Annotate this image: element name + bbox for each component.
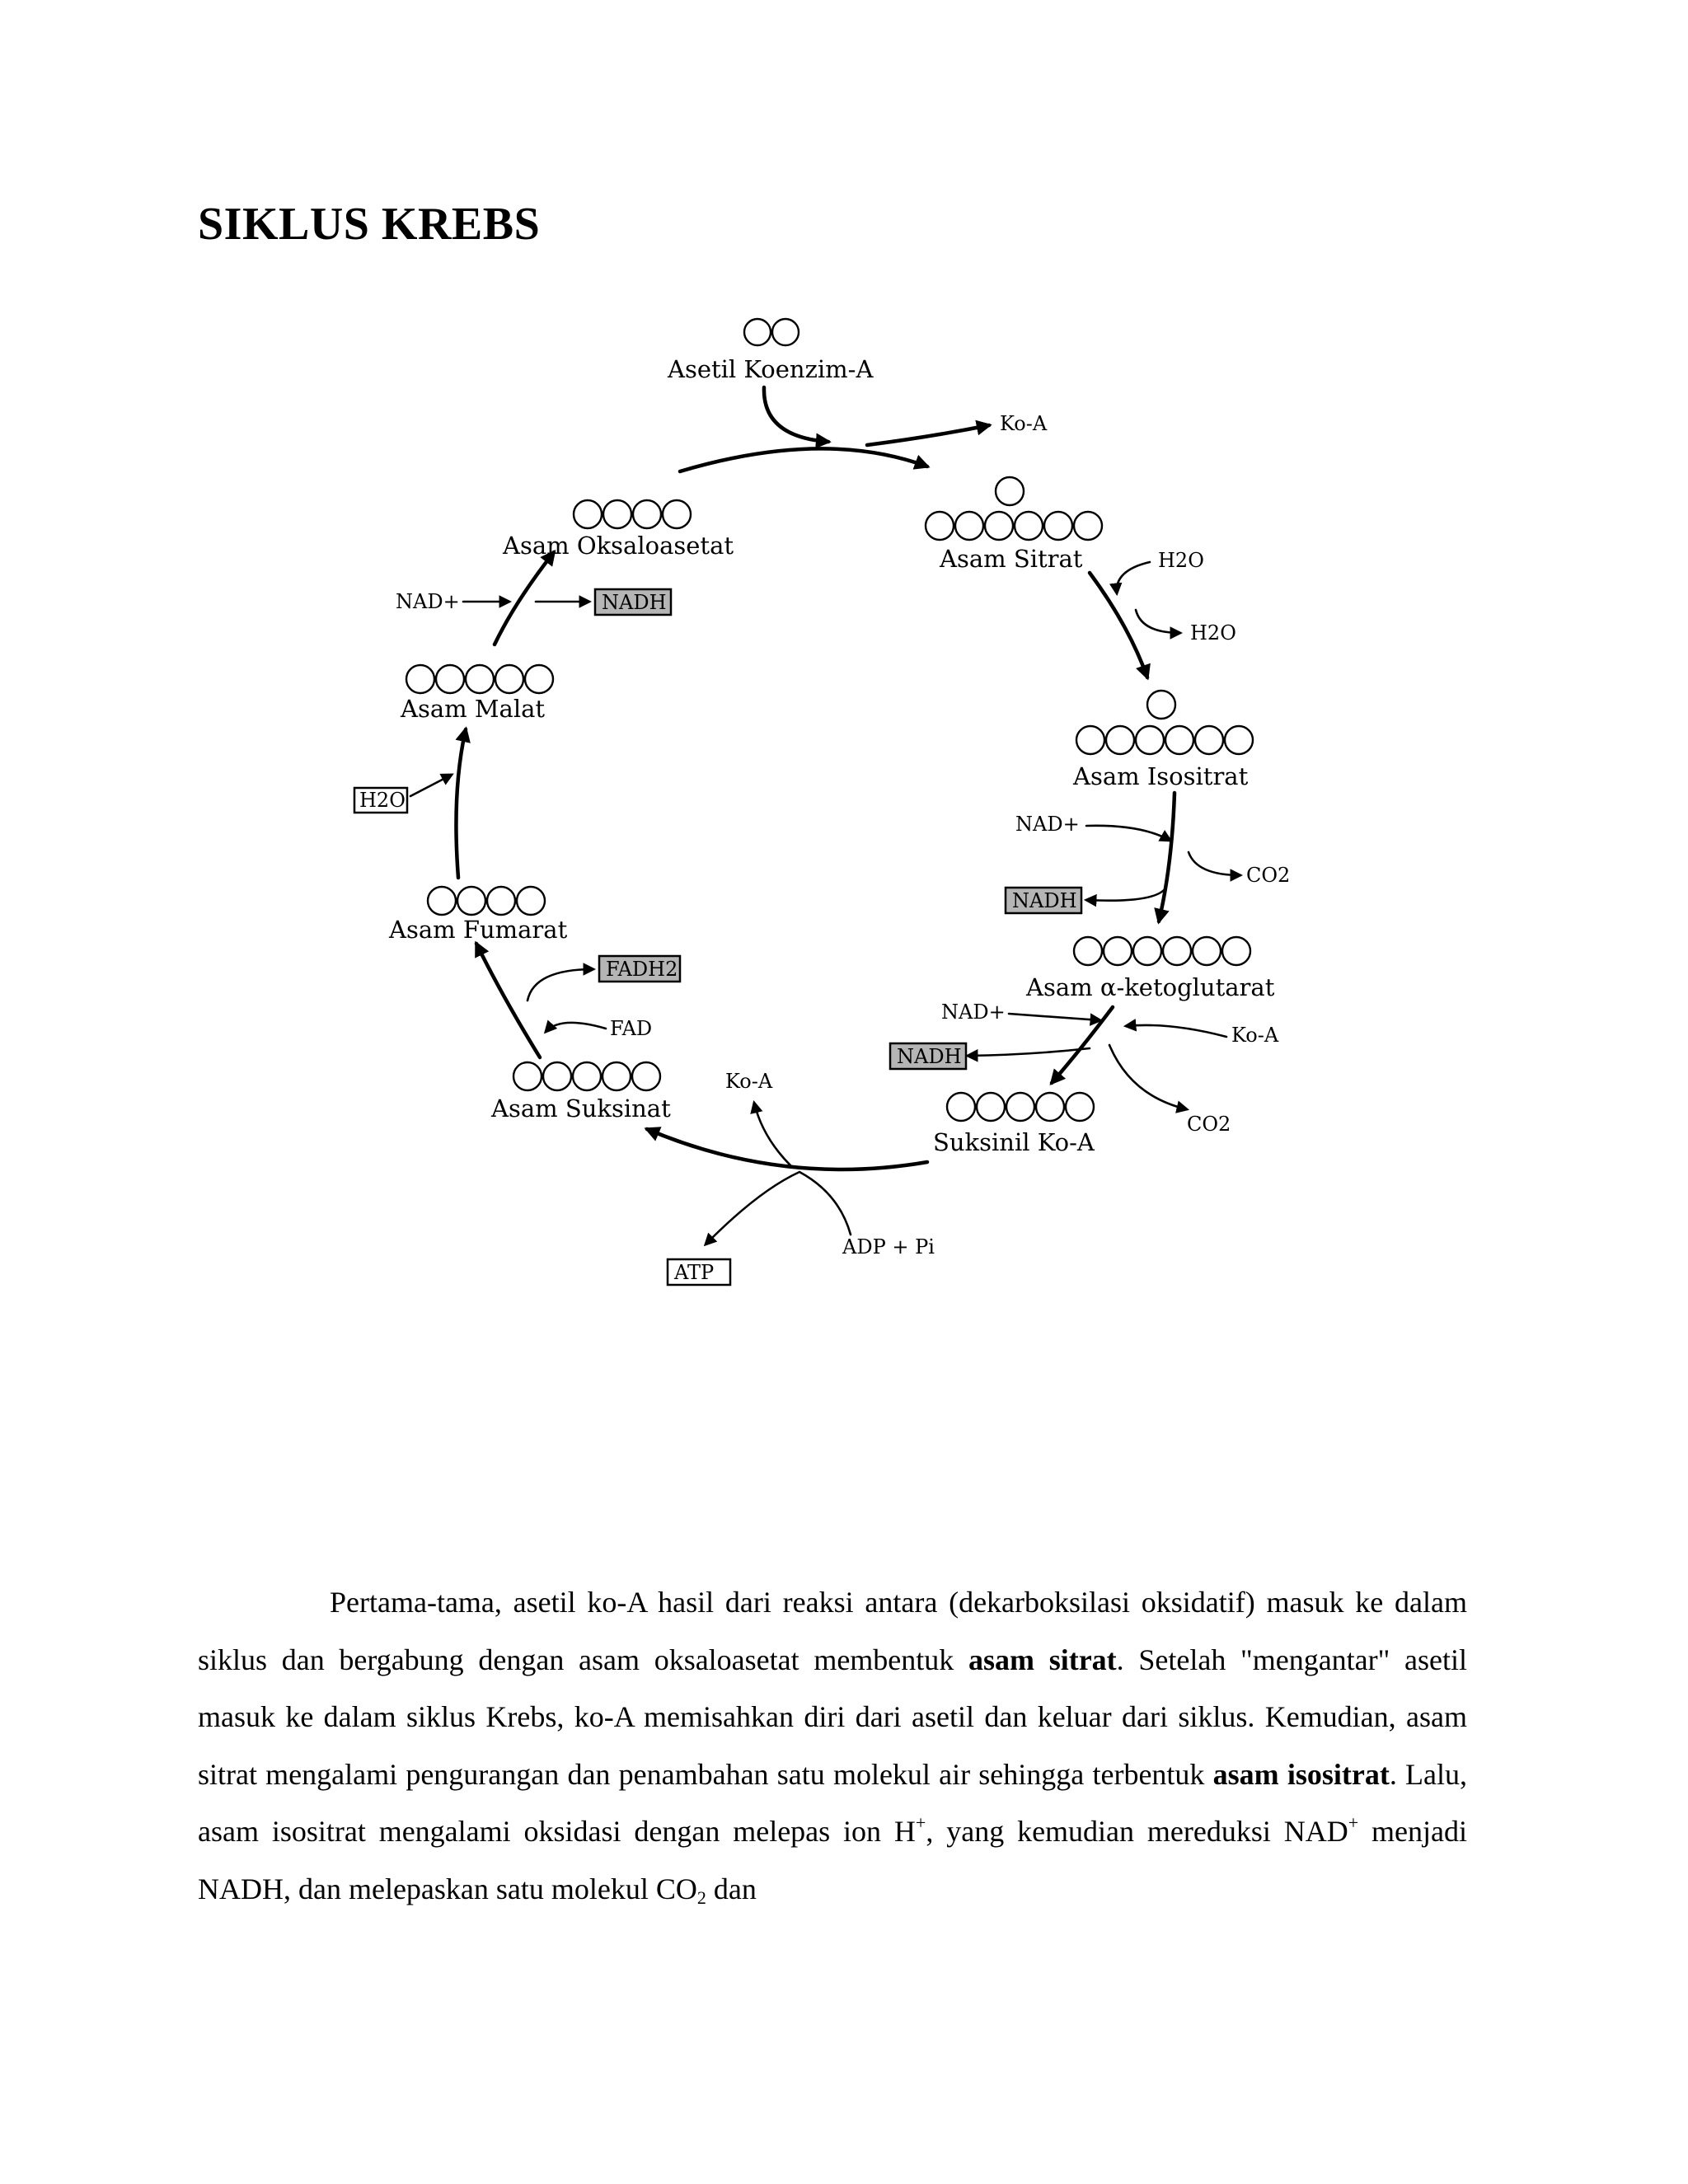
label-asam-malat: Asam Malat [401,695,546,723]
arrow-nad-keto [1009,1014,1100,1020]
arrow-koa-bottom [754,1103,791,1166]
arrow-fad-in [546,1023,606,1032]
ketoglutarat-molecule [1074,937,1250,965]
suksinat-molecule [513,1062,660,1090]
arrow-koa-keto [1126,1025,1226,1037]
label-h2o-out: H2O [1190,621,1236,644]
arrow-fumarat-to-malat [456,729,466,878]
arrow-fadh2-out [528,969,593,1001]
label-koa-keto: Ko-A [1231,1024,1279,1047]
arrow-h2o-fumarat [410,775,452,796]
bold-asam-isositrat: asam isositrat [1212,1757,1390,1791]
label-nad-malat: NAD+ [396,590,460,613]
label-asam-ketoglutarat: Asam α-ketoglutarat [1026,973,1275,1001]
label-asam-fumarat: Asam Fumarat [389,916,568,944]
label-nadh-keto: NADH [897,1045,962,1068]
label-nad-iso: NAD+ [1015,813,1080,836]
label-h2o-fumarat: H2O [359,789,406,812]
arrow-asetil-in [764,387,828,442]
arrow-oksaloasetat-to-sitrat [680,448,927,471]
arrow-isositrat-to-ketoglutarat [1159,793,1175,921]
isositrat-molecule [1076,691,1253,754]
fumarat-molecule [428,887,545,915]
body-paragraph [198,1574,1467,1918]
oksaloasetat-molecule [574,500,691,528]
page-title: SIKLUS KREBS [198,199,541,250]
label-nadh-malat: NADH [602,591,667,614]
label-suksinil-koa: Suksinil Ko-A [933,1128,1095,1156]
arrow-adp-to-atp [706,1172,851,1244]
arrow-h2o-out [1136,610,1180,633]
arrow-sitrat-to-isositrat [1090,573,1147,677]
asetil-koa-molecule [744,319,799,345]
paragraph-text: Pertama-tama, asetil ko-A hasil dari reaksi antara (dekarboksilasi oksidatif) masuk ke dalam siklus dan bergabung dengan asam oksaloasetat membentuk asam sitrat. Setelah "mengantar" asetil masuk ke dalam siklus Krebs, ko-A memisahkan diri dari asetil dan keluar dari siklus. Kemudian, asam sitrat mengalami pengurangan dan penambahan satu molekul air sehingga terbentuk asam isositrat. Lalu, asam isositrat mengalami oksidasi dengan melepas ion H+, yang kemudian mereduksi NAD+ menjadi NADH, dan melepaskan satu molekul $CO_2$ dan [198,1586,1468,1908]
arrow-malat-to-oksaloasetat [495,552,554,644]
label-asam-sitrat: Asam Sitrat [940,545,1083,573]
malat-molecule [406,665,553,693]
arrow-h2o-in [1117,562,1150,593]
label-asam-oksaloasetat: Asam Oksaloasetat [503,532,734,560]
arrow-co2-iso [1189,852,1240,875]
suksinil-koa-molecule [947,1093,1094,1121]
label-co2-iso: CO2 [1246,864,1291,887]
label-asam-isositrat: Asam Isositrat [1073,762,1249,790]
label-nadh-iso: NADH [1012,889,1077,912]
label-h2o-in: H2O [1158,549,1204,572]
arrow-nadh-iso [1086,888,1165,901]
label-koa-top: Ko-A [1000,412,1048,435]
label-asetil-koa: Asetil Koenzim-A [668,355,874,383]
label-koa-bottom: Ko-A [725,1070,773,1093]
label-nad-keto: NAD+ [941,1001,1006,1024]
label-atp: ATP [674,1261,715,1284]
arrow-nadh-keto [968,1048,1090,1056]
label-adp-pi: ADP + Pi [842,1235,935,1258]
label-asam-suksinat: Asam Suksinat [491,1094,671,1122]
arrow-koa-out-top [867,425,989,445]
arrow-nad-iso [1086,826,1170,841]
bold-asam-sitrat: asam sitrat [968,1643,1117,1676]
sitrat-molecule [926,477,1102,540]
arrow-suksinat-to-fumarat [476,944,540,1057]
arrow-co2-keto [1109,1045,1187,1109]
label-fadh2: FADH2 [606,958,678,981]
label-fad: FAD [610,1017,653,1040]
label-co2-keto: CO2 [1187,1113,1231,1136]
